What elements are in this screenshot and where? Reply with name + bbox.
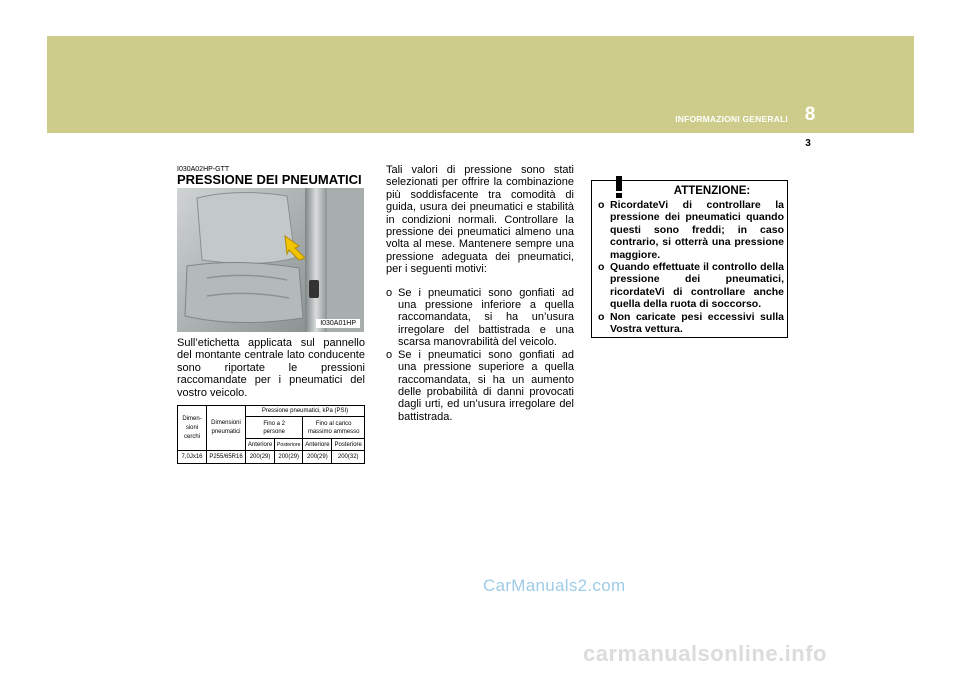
max-rear-header: Posteriore: [332, 439, 365, 451]
section-code: I030A02HP-GTT: [177, 166, 230, 173]
rim-size-header: Dimen- sioni cerchi: [178, 406, 207, 451]
warning-item-text: Non caricate pesi eccessivi sulla Vostra vettura.: [610, 310, 784, 336]
tire-label-photo: [177, 188, 364, 332]
intro-paragraph: Sull’etichetta applicata sul pannello del montante centrale lato conducente sono riportate le pressioni raccomandate per i pneumatici del vostro veicolo.: [177, 337, 365, 399]
warning-box: [591, 180, 788, 338]
pressure-explanation: [386, 164, 574, 423]
list-item: [386, 287, 574, 349]
pressure-header: Pressione pneumatici, kPa (PSI): [246, 406, 365, 417]
list-item: [598, 199, 784, 261]
watermark-carmanualsonline[interactable]: carmanualsonline.info: [583, 641, 827, 666]
section-title: INFORMAZIONI GENERALI: [675, 114, 788, 124]
warning-item-text: RicordateVi di controllare la pressione dei pneumatici quando questi sono freddi; in caso contrario, si otterrà una pressione maggiore.: [610, 199, 784, 261]
bullet-mark: o: [386, 286, 393, 299]
bullet-mark: o: [386, 348, 393, 361]
car-door-pillar-image: [177, 188, 364, 332]
page-number: 3: [805, 138, 811, 149]
explanation-paragraph: Tali valori di pressione sono stati selezionati per offrire la combinazione più soddisfacente tra comodità di guida, usura dei pneumatici e stabilità in condizioni normali. Controllare la pressione dei pneumatici almeno una volta al mese. Mantenere sempre una pressione adeguata dei pneumatici, per i seguenti motivi:: [386, 164, 574, 276]
normal-load-header: Fino a 2 persone: [246, 417, 303, 439]
normal-rear-cell: 200(29): [275, 451, 303, 464]
list-item: [598, 261, 784, 311]
list-item: [386, 349, 574, 423]
chapter-number: 8: [804, 104, 816, 125]
figure-label: I030A01HP: [316, 319, 360, 328]
warning-title: ATTENZIONE:: [673, 185, 751, 197]
max-load-header: Fino al carico massimo ammesso: [303, 417, 365, 439]
list-item: [598, 311, 784, 336]
tire-size-cell: P255/65R16: [207, 451, 246, 464]
exclamation-icon: [606, 173, 632, 199]
normal-front-cell: 200(29): [246, 451, 275, 464]
max-front-header: Anteriore: [303, 439, 332, 451]
tire-size-header: Dimensioni pneumatici: [207, 406, 246, 451]
header-stripe: [47, 133, 914, 136]
normal-rear-header: Posteriore: [275, 439, 303, 451]
tire-pressure-table: [177, 405, 365, 464]
rim-size-cell: 7,0Jx16: [178, 451, 207, 464]
bullet-mark: o: [598, 261, 605, 274]
warning-item-text: Quando effettuate il controllo della pressione dei pneumatici, ricordateVi di controllare anche quella della ruota di soccorso.: [610, 261, 784, 311]
normal-front-header: Anteriore: [246, 439, 275, 451]
watermark-carmanuals2[interactable]: CarManuals2.com: [483, 576, 626, 595]
bullet-text: Se i pneumatici sono gonfiati ad una pressione inferiore a quella raccomandata, si ha un’usura irregolare del battistrada e una scarsa manovrabilità del veicolo.: [398, 286, 574, 349]
max-rear-cell: 200(32): [332, 451, 365, 464]
warning-list: [598, 199, 784, 335]
max-front-cell: 200(29): [303, 451, 332, 464]
bullet-mark: o: [598, 199, 605, 211]
bullet-text: Se i pneumatici sono gonfiati ad una pressione superiore a quella raccomandata, si ha un aumento delle probabilità di danni provocati dagli urti, ed un’usura irregolare del battistrada.: [398, 348, 574, 423]
section-heading: PRESSIONE DEI PNEUMATICI: [177, 172, 362, 187]
bullet-mark: o: [598, 310, 605, 323]
